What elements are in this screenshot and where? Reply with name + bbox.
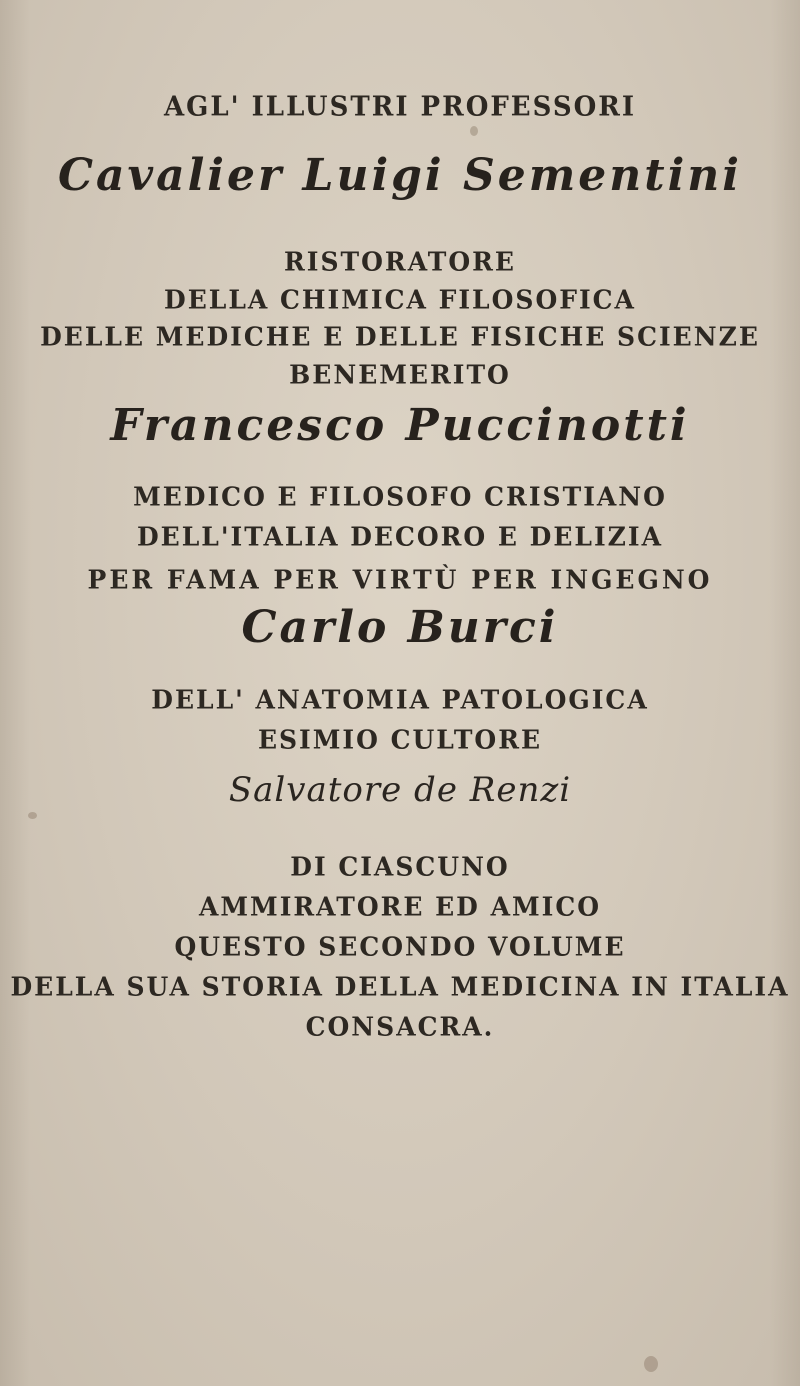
honoree-name-3: Carlo Burci <box>241 602 559 653</box>
dedication-line-11: DI CIASCUNO <box>290 851 510 882</box>
dedication-line-6: MEDICO E FILOSOFO CRISTIANO <box>133 481 667 512</box>
dedication-line-10: ESIMIO CULTORE <box>257 724 543 755</box>
foxing-spot <box>470 126 478 136</box>
foxing-spot <box>644 1356 658 1372</box>
dedication-line-9: DELL' ANATOMIA PATOLOGICA <box>151 684 649 715</box>
dedication-line-12: AMMIRATORE ED AMICO <box>198 891 602 922</box>
dedication-line-14: DELLA SUA STORIA DELLA MEDICINA IN ITALIA <box>10 971 790 1002</box>
honoree-name-2: Francesco Puccinotti <box>110 400 690 451</box>
dedication-line-13: QUESTO SECONDO VOLUME <box>174 931 626 962</box>
dedication-line-7: DELL'ITALIA DECORO E DELIZIA <box>136 521 664 552</box>
dedication-line-4: DELLE MEDICHE E DELLE FISICHE SCIENZE <box>40 321 760 352</box>
dedication-line-1: AGL' ILLUSTRI PROFESSORI <box>163 91 637 123</box>
dedication-line-8: PER FAMA PER VIRTÙ PER INGEGNO <box>87 564 713 595</box>
dedication-line-5: BENEMERITO <box>289 359 511 390</box>
dedication-line-2: RISTORATORE <box>284 246 516 277</box>
author-signature: Salvatore de Renzi <box>228 770 572 810</box>
foxing-spot <box>28 812 37 819</box>
dedication-line-3: DELLA CHIMICA FILOSOFICA <box>164 284 636 315</box>
honoree-name-1: Cavalier Luigi Sementini <box>57 150 743 201</box>
dedication-line-15: CONSACRA. <box>305 1011 495 1042</box>
